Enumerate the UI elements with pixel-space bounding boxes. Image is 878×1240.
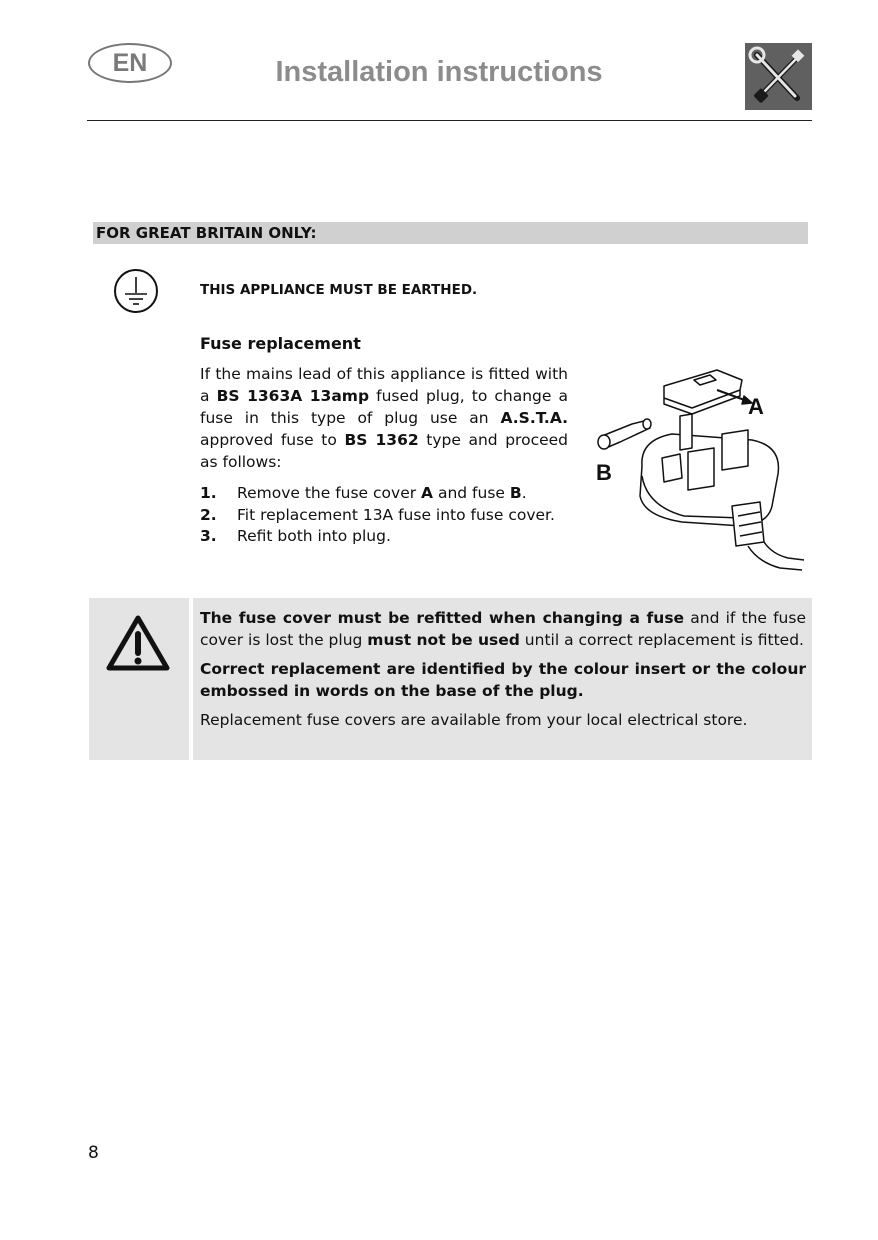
step-text xyxy=(237,483,568,505)
plug-fuse-illustration xyxy=(592,356,812,574)
para-text: approved fuse to xyxy=(200,431,345,449)
section-heading: FOR GREAT BRITAIN ONLY: xyxy=(93,222,808,244)
plug-standard: BS 1363A 13amp xyxy=(216,387,370,405)
fuse-instructions-paragraph xyxy=(200,363,568,473)
fuse-replacement-heading: Fuse replacement xyxy=(200,334,361,353)
warning-emphasis: The fuse cover must be refitted when changing a fuse xyxy=(200,609,685,627)
list-item xyxy=(200,526,568,548)
step-part: Remove the fuse cover xyxy=(237,484,422,502)
warning-text-part: and if the fuse cover is lost the plug xyxy=(200,609,806,649)
warning-emphasis: Correct replacement are identified by the colour insert or the colour embossed in words on the base of the plug. xyxy=(200,660,806,700)
warning-emphasis: must not be used xyxy=(367,631,520,649)
step-part: . xyxy=(521,484,527,502)
para-text: fused plug, to change a fuse in this type of plug use an xyxy=(200,387,568,427)
list-item xyxy=(200,483,568,505)
page-title: Installation instructions xyxy=(275,56,603,88)
asta-label: A.S.T.A. xyxy=(500,409,568,427)
header-divider xyxy=(87,120,812,121)
warning-text-part: until a correct replacement is fitted. xyxy=(519,631,804,649)
label-a: A xyxy=(748,394,764,419)
earth-notice: THIS APPLIANCE MUST BE EARTHED. xyxy=(200,282,478,298)
warning-paragraph-2 xyxy=(200,658,806,702)
step-part: A xyxy=(421,484,434,502)
step-part: B xyxy=(509,484,522,502)
language-badge: EN xyxy=(88,43,172,83)
page-number: 8 xyxy=(88,1143,99,1163)
para-text: type and proceed as follows: xyxy=(200,431,568,471)
para-text: If the mains lead of this appliance is fitted with a xyxy=(200,365,568,405)
step-text: Refit both into plug. xyxy=(237,527,391,545)
warning-paragraph-1 xyxy=(200,607,806,651)
fuse-standard: BS 1362 xyxy=(344,431,419,449)
label-b: B xyxy=(596,460,612,485)
warning-paragraph-3: Replacement fuse covers are available from your local electrical store. xyxy=(200,711,748,729)
step-number: 3. xyxy=(200,527,217,545)
list-item xyxy=(200,505,568,527)
wrench-screwdriver-icon xyxy=(745,43,812,110)
step-number: 2. xyxy=(200,505,217,524)
warning-triangle-icon xyxy=(105,614,171,674)
warning-text xyxy=(200,607,806,738)
step-part: and fuse xyxy=(433,484,510,502)
step-number: 1. xyxy=(200,484,217,502)
earth-ground-icon xyxy=(112,267,160,315)
step-text: Fit replacement 13A fuse into fuse cover. xyxy=(237,505,555,524)
fuse-steps-list xyxy=(200,483,568,548)
